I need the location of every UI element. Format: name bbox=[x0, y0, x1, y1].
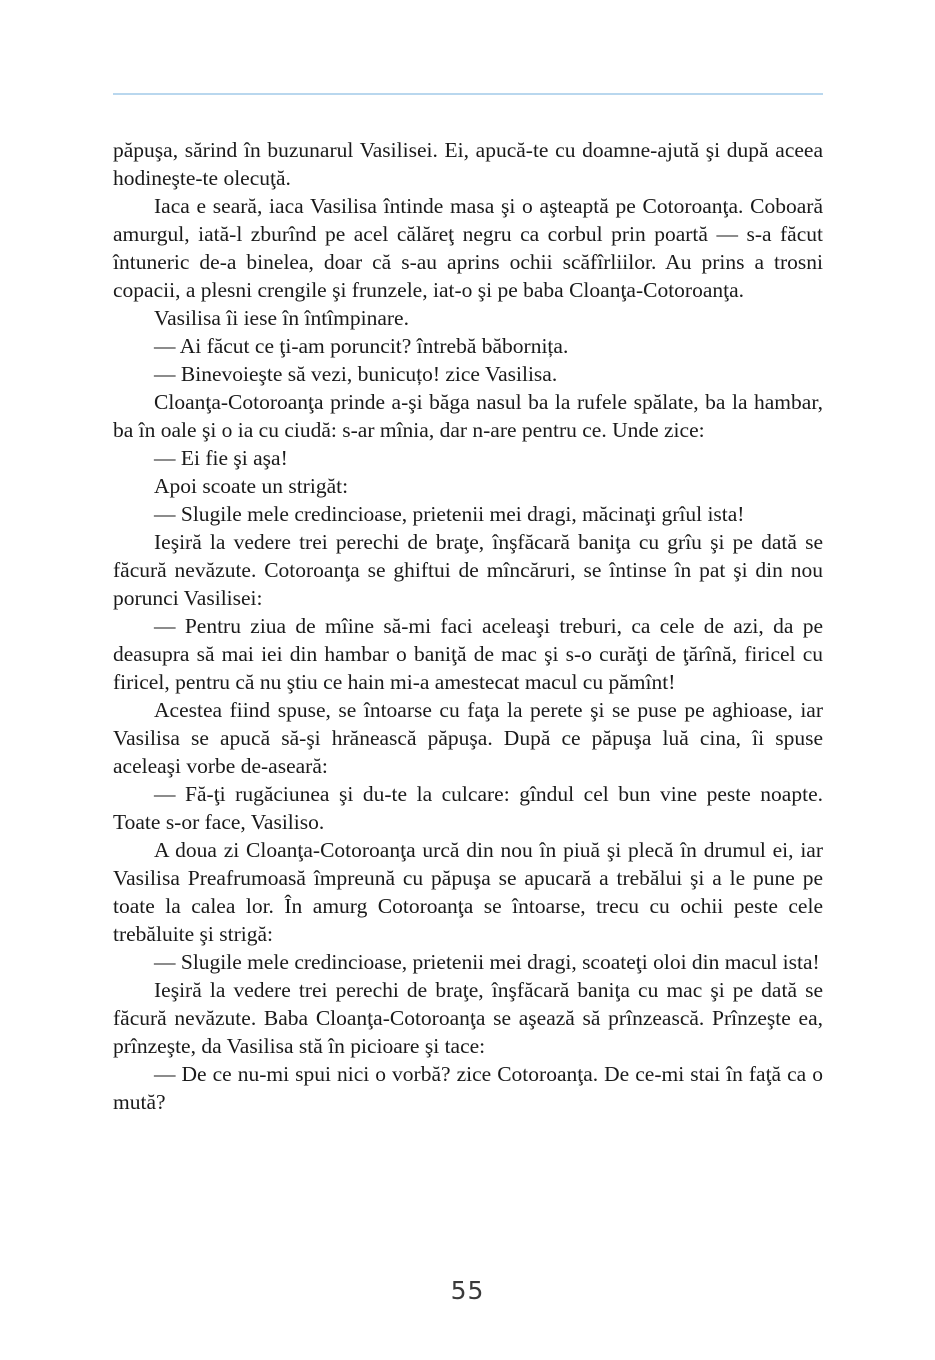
dialogue-line: — Ei fie şi aşa! bbox=[154, 446, 288, 470]
dialogue-line: — De ce nu-mi spui nici o vorbă? zice Cotoroanţa. De ce-mi stai în faţă ca o mută? bbox=[113, 1062, 823, 1114]
paragraph: Vasilisa îi iese în întîmpinare. bbox=[154, 306, 409, 330]
header-rule bbox=[113, 93, 823, 95]
paragraph: Cloanţa-Cotoroanţa prinde a-şi băga nasul ba la rufele spălate, ba la hambar, ba în oale şi o ia cu ciudă: s-ar mînia, dar n-are pentru ce. Unde zice: bbox=[113, 390, 823, 442]
dialogue-line: — Fă-ţi rugăciunea şi du-te la culcare: gîndul cel bun vine peste noapte. Toate s-or face, Vasiliso. bbox=[113, 782, 823, 834]
paragraph: A doua zi Cloanţa-Cotoroanţa urcă din nou în piuă şi plecă în drumul ei, iar Vasilisa Preafrumoasă împreună cu păpuşa se apucară a trebălui şi a le pune pe toate la calea lor. În amurg Cotoroanţa se întoarse, trecu cu ochii peste cele trebăluite şi strigă: bbox=[113, 838, 823, 946]
page-body bbox=[113, 136, 823, 1116]
page-number: 55 bbox=[450, 1276, 485, 1305]
dialogue-line: — Binevoieşte să vezi, bunicuțo! zice Vasilisa. bbox=[154, 362, 558, 386]
paragraph: Acestea fiind spuse, se întoarse cu faţa la perete şi se puse pe aghioase, iar Vasilisa se apucă să-şi hrănească păpuşa. După ce păpuşa luă cina, îi spuse aceleaşi vorbe de-aseară: bbox=[113, 698, 823, 778]
dialogue-line: — Ai făcut ce ţi-am poruncit? întrebă băbornița. bbox=[154, 334, 569, 358]
dialogue-line: — Slugile mele credincioase, prietenii mei dragi, scoateţi oloi din macul ista! bbox=[154, 950, 820, 974]
paragraph: păpuşa, sărind în buzunarul Vasilisei. Ei, apucă-te cu doamne-ajută şi după aceea hodineşte-te olecuţă. bbox=[113, 138, 823, 190]
paragraph: Ieşiră la vedere trei perechi de braţe, înşfăcară baniţa cu grîu şi pe dată se făcură nevăzute. Cotoroanţa se ghiftui de mîncăruri, se întinse în pat şi din nou porunci Vasilisei: bbox=[113, 530, 823, 610]
paragraph: Iaca e seară, iaca Vasilisa întinde masa şi o aşteaptă pe Cotoroanţa. Coboară amurgul, iată-l zburînd pe acel călăreţ negru ca corbul prin poartă — s-a făcut întuneric de-a binelea, doar că s-au aprins ochii scăfîrliilor. Au prins a trosni copacii, a plesni crengile şi frunzele, iat-o şi pe baba Cloanţa-Cotoroanţa. bbox=[113, 194, 823, 302]
paragraph: Ieşiră la vedere trei perechi de braţe, înşfăcară baniţa cu mac şi pe dată se făcură nevăzute. Baba Cloanţa-Cotoroanţa se aşează să prînzească. Prînzeşte ea, prînzeşte, da Vasilisa stă în picioare şi tace: bbox=[113, 978, 823, 1058]
paragraph: Apoi scoate un strigăt: bbox=[154, 474, 349, 498]
dialogue-line: — Slugile mele credincioase, prietenii mei dragi, măcinaţi grîul ista! bbox=[154, 502, 745, 526]
dialogue-line: — Pentru ziua de mîine să-mi faci aceleaşi treburi, ca cele de azi, da pe deasupra să mai iei din hambar o baniţă de mac şi s-o curăţi de ţărînă, firicel cu firicel, pentru că nu ştiu ce hain mi-a amestecat macul cu pămînt! bbox=[113, 614, 823, 694]
